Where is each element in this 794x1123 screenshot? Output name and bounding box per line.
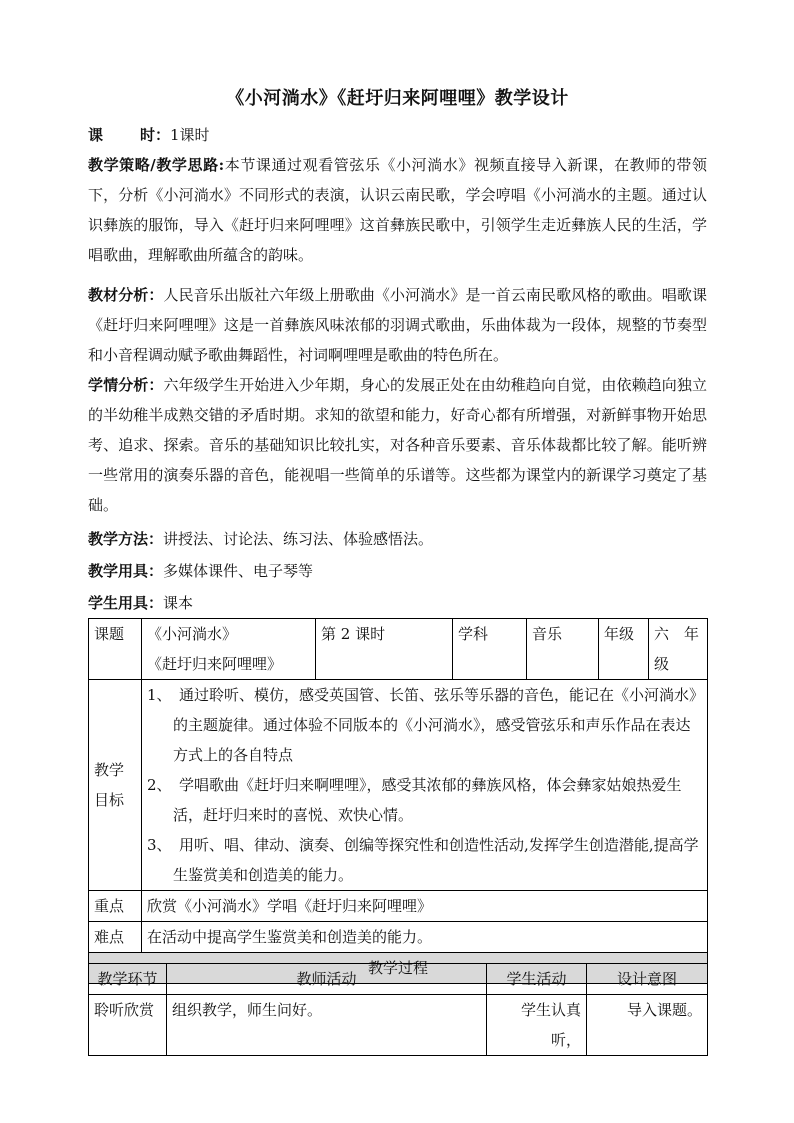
goal-item: 1、 通过聆听、模仿，感受英国管、长笛、弦乐等乐器的音色，能记在《小河淌水》的主题旋律。通过体验不同版本的《小河淌水》，感受管弦乐和声乐作品在表达方式上的各自特点: [147, 686, 697, 764]
header-stage: 教学环节: [89, 964, 167, 995]
tools-label: 教学用具：: [88, 562, 164, 580]
difficulty-label-cell: 难点: [89, 922, 142, 953]
material-paragraph: [88, 280, 707, 370]
goal-item: 2、 学唱歌曲《赶圩归来啊哩哩》，感受其浓郁的彝族风格，体会彝家姑娘热爱生活，赶圩归来时的喜悦、欢快心情。: [147, 776, 682, 824]
process-table: [88, 963, 708, 1056]
lesson-value: 1课时: [170, 126, 210, 144]
learners-text: 六年级学生开始进入少年期，身心的发展正处在由幼稚趋向自觉，由依赖趋向独立的半幼稚半成熟交错的矛盾时期。求知的欲望和能力，好奇心都有所增强，对新鲜事物开始思考、追求、探索。音乐的基础知识比较扎实，对各种音乐要素、音乐体裁都比较了解。能听辨一些常用的演奏乐器的音色，能视唱一些简单的乐谱等。这些都为课堂内的新课学习奠定了基础。: [88, 376, 707, 514]
goals-label-line-1: 教学: [94, 761, 125, 779]
goals-label-line-2: 目标: [94, 791, 125, 809]
methods-text: 讲授法、讨论法、练习法、体验感悟法。: [163, 530, 434, 548]
goals-cell: [142, 680, 708, 891]
grade-value-line-1: 六 年: [654, 625, 700, 643]
header-student: 学生活动: [487, 964, 587, 995]
strategy-paragraph: [88, 150, 707, 270]
student-tools-label: 学生用具：: [88, 594, 164, 612]
lesson-label-b: 时：: [140, 126, 171, 144]
lesson-info-table: [88, 618, 708, 984]
grade-label-cell: 年级: [599, 619, 649, 680]
topic-label-cell: 课题: [89, 619, 142, 680]
period-cell: 第 2 课时: [316, 619, 453, 680]
key-value-cell: 欣赏《小河淌水》学唱《赶圩归来阿哩哩》: [142, 891, 708, 922]
tools-text: 多媒体课件、电子琴等: [163, 562, 314, 580]
goal-item: 3、 用听、唱、律动、演奏、创编等探究性和创造性活动,发挥学生创造潜能,提高学生鉴赏美和创造美的能力。: [147, 836, 699, 884]
topic-value-line-1: 《小河淌水》: [147, 625, 238, 643]
difficulty-value-cell: 在活动中提高学生鉴赏美和创造美的能力。: [142, 922, 708, 953]
key-label-cell: 重点: [89, 891, 142, 922]
table-row: [89, 995, 708, 1056]
lesson-label-a: 课: [88, 126, 104, 144]
tools-paragraph: [88, 556, 707, 586]
learners-paragraph: [88, 370, 707, 520]
row-student: 学生认真听，: [487, 995, 587, 1056]
methods-paragraph: [88, 524, 707, 554]
material-label: 教材分析：: [88, 286, 164, 304]
document-title: 《小河淌水》《赶圩归来阿哩哩》教学设计: [226, 88, 569, 109]
row-stage: 聆听欣赏: [89, 995, 167, 1056]
header-teacher: 教师活动: [167, 964, 487, 995]
subject-value-cell: 音乐: [527, 619, 599, 680]
table-row: [89, 680, 708, 891]
material-text: 人民音乐出版社六年级上册歌曲《小河淌水》是一首云南民歌风格的歌曲。唱歌课《赶圩归来阿哩哩》这是一首彝族风味浓郁的羽调式歌曲，乐曲体裁为一段体，规整的节奏型和小音程调动赋予歌曲舞蹈性，衬词啊哩哩是歌曲的特色所在。: [88, 286, 707, 364]
strategy-text: 本节课通过观看管弦乐《小河淌水》视频直接导入新课，在教师的带领下，分析《小河淌水》不同形式的表演，认识云南民歌，学会哼唱《小河淌水的主题。通过认识彝族的服饰，导入《赶圩归来阿哩哩》这首彝族民歌中，引领学生走近彝族人民的生活，学唱歌曲，理解歌曲所蕴含的韵味。: [88, 156, 707, 264]
lesson-duration: [88, 120, 707, 150]
topic-value-cell: [142, 619, 316, 680]
row-intent: 导入课题。: [587, 995, 708, 1056]
row-teacher: 组织教学，师生问好。: [167, 995, 487, 1056]
goals-list: [147, 680, 702, 890]
grade-value-cell: [649, 619, 708, 680]
student-tools-paragraph: [88, 588, 707, 618]
header-intent: 设计意图: [587, 964, 708, 995]
table-row: [89, 964, 708, 995]
table-row: [89, 891, 708, 922]
goals-label-cell: [89, 680, 142, 891]
process-header-cell: 教学过程: [89, 953, 708, 984]
subject-label-cell: 学科: [453, 619, 527, 680]
strategy-label: 教学策略/教学思路:: [88, 156, 225, 174]
grade-value-line-2: 级: [654, 655, 670, 673]
topic-value-line-2: 《赶圩归来阿哩哩》: [147, 655, 283, 673]
methods-label: 教学方法：: [88, 530, 164, 548]
student-tools-text: 课本: [163, 594, 194, 612]
table-row: [89, 619, 708, 680]
learners-label: 学情分析：: [88, 376, 164, 394]
table-row: [89, 922, 708, 953]
